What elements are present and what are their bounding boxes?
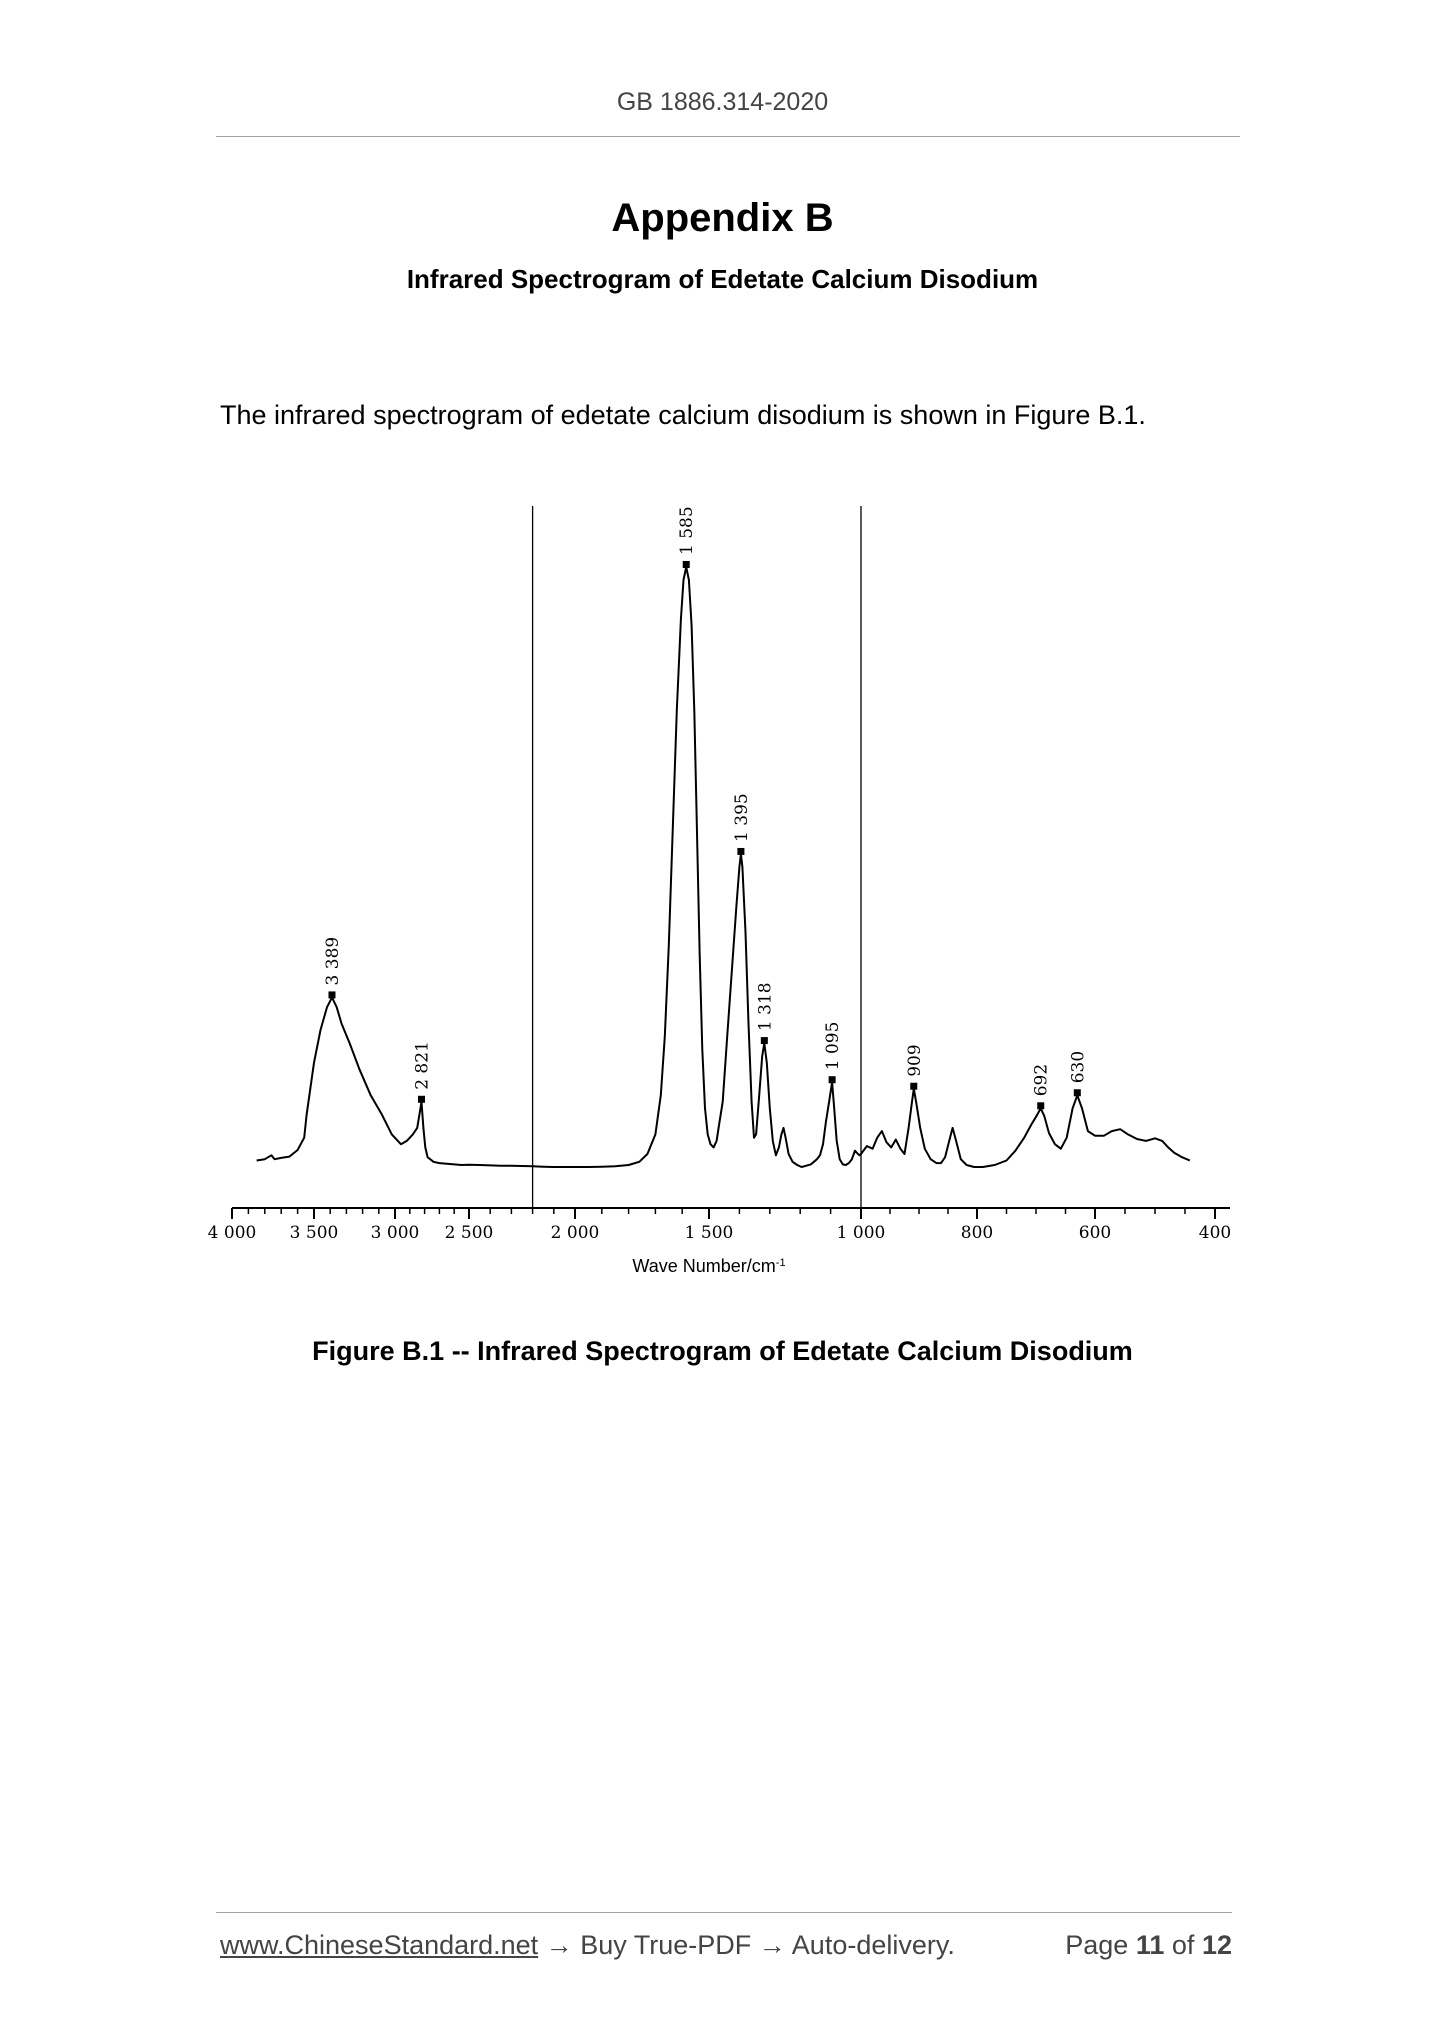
x-tick-label: 1 000 bbox=[836, 1223, 886, 1243]
footer-divider bbox=[216, 1912, 1232, 1913]
x-tick-label: 4 000 bbox=[207, 1223, 257, 1243]
peak-marker bbox=[737, 848, 744, 855]
x-tick-label: 400 bbox=[1198, 1223, 1232, 1243]
appendix-subtitle: Infrared Spectrogram of Edetate Calcium Disodium bbox=[406, 264, 1039, 294]
x-tick-label: 800 bbox=[960, 1223, 994, 1243]
peak-label: 2 821 bbox=[412, 1041, 433, 1090]
peak-marker bbox=[328, 991, 335, 998]
peak-marker bbox=[829, 1076, 836, 1083]
peak-label: 3 389 bbox=[322, 936, 343, 986]
footer-promo bbox=[220, 1930, 955, 1961]
peak-marker bbox=[418, 1096, 425, 1103]
peak-marker bbox=[1037, 1102, 1044, 1109]
x-tick-label: 2 500 bbox=[444, 1223, 494, 1243]
peak-label: 1 318 bbox=[755, 982, 776, 1032]
spectrum-chart bbox=[207, 470, 1240, 1290]
arrow-icon: → bbox=[545, 1930, 573, 1960]
x-tick-label: 600 bbox=[1078, 1223, 1112, 1243]
peak-marker bbox=[1074, 1089, 1081, 1096]
x-axis-title-superscript: -1 bbox=[775, 1257, 786, 1269]
x-tick-label: 3 500 bbox=[289, 1223, 339, 1243]
x-axis-title-text: Wave Number/cm bbox=[632, 1256, 776, 1276]
x-axis bbox=[208, 1208, 1232, 1243]
peak-label: 1 095 bbox=[823, 1021, 844, 1071]
peak-label: 1 395 bbox=[731, 793, 752, 842]
page-number: 11 bbox=[1135, 1930, 1165, 1960]
delivery-text: Auto-delivery. bbox=[791, 1930, 955, 1960]
arrow-icon: → bbox=[758, 1930, 786, 1960]
peak-marker bbox=[761, 1037, 768, 1044]
peak-markers bbox=[323, 506, 1088, 1109]
website-link[interactable]: www.ChineseStandard.net bbox=[220, 1930, 539, 1960]
peak-marker bbox=[683, 561, 690, 568]
x-axis-title bbox=[632, 1256, 785, 1276]
peak-label: 909 bbox=[904, 1044, 925, 1077]
header-divider bbox=[216, 136, 1240, 137]
peak-label: 630 bbox=[1068, 1050, 1089, 1084]
x-tick-label: 3 000 bbox=[370, 1223, 420, 1243]
document-code: GB 1886.314-2020 bbox=[616, 88, 829, 116]
page-indicator bbox=[1065, 1930, 1232, 1961]
peak-label: 1 585 bbox=[677, 506, 698, 555]
of-word: of bbox=[1171, 1930, 1195, 1960]
x-tick-label: 1 500 bbox=[684, 1223, 734, 1243]
page-word: Page bbox=[1065, 1930, 1129, 1960]
appendix-title: Appendix B bbox=[611, 196, 834, 240]
intro-paragraph: The infrared spectrogram of edetate calcium disodium is shown in Figure B.1. bbox=[220, 400, 1146, 430]
figure-caption: Figure B.1 -- Infrared Spectrogram of Edetate Calcium Disodium bbox=[312, 1336, 1133, 1366]
peak-label: 692 bbox=[1031, 1063, 1052, 1097]
page-total: 12 bbox=[1201, 1930, 1232, 1960]
x-tick-label: 2 000 bbox=[550, 1223, 600, 1243]
buy-text: Buy True-PDF bbox=[580, 1930, 752, 1960]
peak-marker bbox=[910, 1083, 917, 1090]
